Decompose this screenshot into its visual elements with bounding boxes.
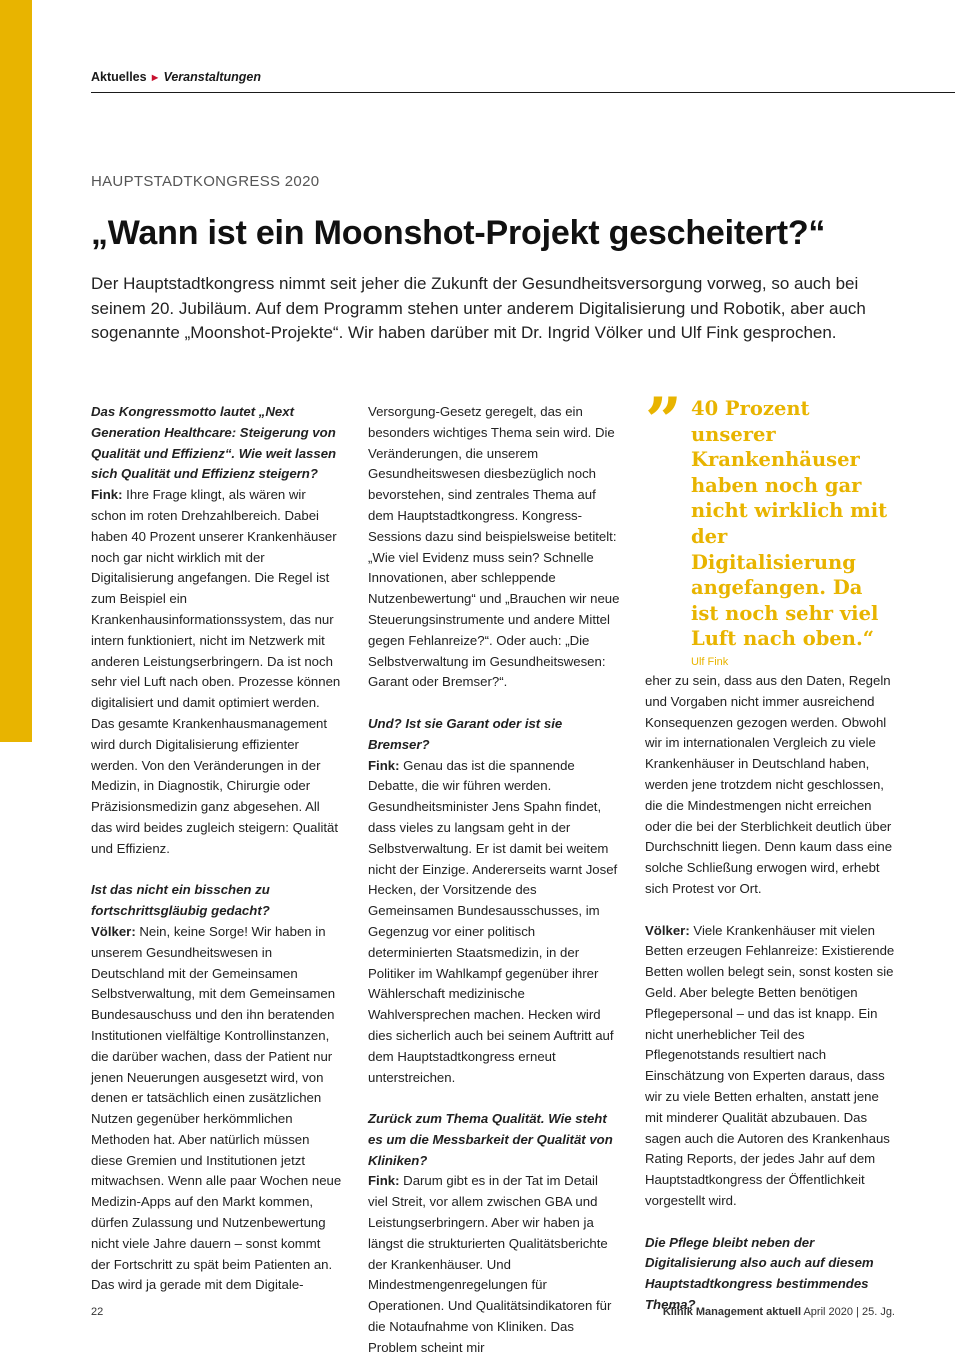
- paragraph-continued: eher zu sein, dass aus den Daten, Regeln und Vorgaben nicht immer ausreichend Konsequenzen gezogen werden. Obwohl wir im internationalen Vergleich zu viele Krankenhäuser in Deutschland haben, werden jene trotzdem nicht geschlossen, die die Mindestmengen nicht erreichen oder die bei der Sterblichkeit deutlich über Durchschnitt liegen. Denn kaum dass eine solche Schließung erwogen wird, erhebt sich Protest vor Ort.: [645, 673, 893, 896]
- speaker-label: Fink:: [368, 1173, 400, 1189]
- pull-quote: [645, 384, 895, 668]
- publication-name: Klinik Management aktuell: [662, 1306, 802, 1318]
- question-3: Und? Ist sie Garant oder ist sie Bremser?: [368, 715, 563, 752]
- answer-text: Ihre Frage klingt, als wären wir schon im roten Drehzahlbereich. Dabei haben 40 Prozent unserer Krankenhäuser noch gar nicht wirklich mit der Digitalisierung angefangen. Die Regel ist zum Beispiel ein Krankenhausinformationssystem, das nur intern funktioniert, nicht im Netzwerk mit anderen Leistungserbringern. Da ist noch sehr viel Luft nach oben. Prozesse können digitalisiert und damit optimiert werden. Das gesamte Krankenhausmanagement wird durch Digitalisierung effizienter werden. Von den Veränderungen in der Medizin, in Diagnostik, Chirurgie oder Präzisionsmedizin ganz abgesehen. All das wird beides zugleich steigern: Qualität und Effizienz.: [91, 487, 341, 856]
- quote-marks-icon: ”: [645, 384, 682, 459]
- speaker-label: Fink:: [368, 757, 400, 773]
- paragraph-continued: Versorgung-Gesetz geregelt, das ein besonders wichtiges Thema sein wird. Die Veränderungen, die unserem Gesundheitswesen diesbezüglich noch bevorstehen, sind zentrales Thema auf dem Hauptstadtkongress. Kongress-Sessions dazu sind beispielsweise betitelt: „Wie viel Evidenz muss sein? Schnelle Innovationen, aber schleppende Nutzenbewertung“ und „Brauchen wir neue Steuerungsinstrumente und andere Mittel gegen Fehlanreize?“. Oder auch: „Die Selbstverwaltung im Gesundheitswesen: Garant oder Bremser?“.: [368, 404, 620, 690]
- answer-1: [91, 485, 343, 859]
- article-headline: „Wann ist ein Moonshot-Projekt gescheitert?“: [91, 214, 826, 252]
- kicker: HAUPTSTADTKONGRESS 2020: [91, 173, 320, 190]
- breadcrumb-section: Aktuelles: [91, 70, 147, 84]
- breadcrumb-subsection: Veranstaltungen: [163, 70, 261, 84]
- answer-text: Genau das ist die spannende Debatte, die wir führen werden. Gesundheitsminister Jens Spahn findet, dass vieles zu langsam geht in der Selbstverwaltung. Er ist damit bei weitem nicht der Einzige. Andererseits warnt Josef Hecken, der Vorsitzende des Gemeinsamen Bundesausschusses, im Gegenzug vor einer politisch determinierten Staatsmedizin, in der Politiker im Wahlkampf gegenüber ihrer Wählerschaft medizinische Wahlversprechen machen. Hecken wird dies sicherlich auch bei seinem Auftritt auf dem Hauptstadtkongress erneut unterstreichen.: [368, 757, 618, 1085]
- page-number: 22: [91, 1306, 104, 1318]
- accent-sidebar-bar: [0, 0, 32, 742]
- question-1: Das Kongressmotto lautet „Next Generation Healthcare: Steigerung von Qualität und Effizienz“. Wie weit lassen sich Qualität und Effizienz steigern?: [91, 404, 337, 482]
- column-1: [91, 402, 343, 1296]
- question-6: Die Pflege bleibt neben der Digitalisierung also auch auf diesem Hauptstadtkongress bestimmendes Thema?: [645, 1234, 874, 1312]
- header-rule: [91, 92, 955, 93]
- pull-quote-text: 40 Prozent unserer Krankenhäuser haben noch gar nicht wirklich mit der Digitalisierung angefangen. Da ist noch sehr viel Luft nach oben.“: [691, 397, 888, 651]
- breadcrumb: [91, 70, 261, 84]
- question-2: Ist das nicht ein bisschen zu fortschrittsgläubig gedacht?: [91, 882, 270, 919]
- answer-3: [368, 756, 620, 1089]
- answer-5: [645, 921, 897, 1212]
- answer-text: Viele Krankenhäuser mit vielen Betten erzeugen Fehlanreize: Existierende Betten wollen belegt sein, sonst kosten sie Geld. Aber belegte Betten benötigen Pflegepersonal – und das ist knapp. Ein nicht unerheblicher Teil des Pflegenotstands resultiert nach Einschätzung von Experten daraus, dass wir zu viele Betten erhalten, anstatt jene mit minderer Qualität abzubauen. Das sagen auch die Autoren des Krankenhaus Rating Reports, der jedes Jahr auf dem Hauptstadtkongress der Öffentlichkeit vorgestellt wird.: [645, 922, 895, 1208]
- answer-text: Darum gibt es in der Tat im Detail viel Streit, vor allem zwischen GBA und Leistungserbringern. Aber wir haben ja längst die strukturierten Qualitätsberichte der Krankenhäuser. Und Mindestmengenregelungen für Operationen. Und Qualitätsindikatoren für die Notaufnahme von Kliniken. Das Problem scheint mir: [368, 1173, 612, 1355]
- speaker-label: Völker:: [645, 922, 690, 938]
- column-2: [368, 402, 620, 1359]
- breadcrumb-arrow-icon: ►: [149, 72, 161, 84]
- answer-4: [368, 1171, 620, 1358]
- article-lead: Der Hauptstadtkongress nimmt seit jeher die Zukunft der Gesundheitsversorgung vorweg, so auch bei seinem 20. Jubiläum. Auf dem Programm stehen unter anderem Digitalisierung und Robotik, aber auch sogenannte „Moonshot-Projekte“. Wir haben darüber mit Dr. Ingrid Völker und Ulf Fink gesprochen.: [91, 274, 866, 342]
- answer-text: Nein, keine Sorge! Wir haben in unserem Gesundheitswesen in Deutschland mit der Gemeinsamen Selbstverwaltung, mit dem Gemeinsamen Bundesauschuss und den ihn beratenden Institutionen vielfältige Kontrollinstanzen, die darüber wachen, dass der Patient nur jenen Neuerungen ausgesetzt wird, von denen er tatsächlich einen zusätzlichen Nutzen gegenüber herkömmlichen Methoden hat. Aber natürlich müssen diese Gremien und Institutionen jetzt mitwachsen. Wenn alle paar Wochen neue Medizin-Apps auf den Markt kommen, dürfen Zulassung und Nutzenbewertung nicht viele Jahre dauern – sonst kommt der Fortschritt zu spät beim Patienten an. Das wird ja gerade mit dem Digitale-: [91, 923, 342, 1293]
- speaker-label: Fink:: [91, 487, 123, 503]
- speaker-label: Völker:: [91, 923, 136, 939]
- column-3: [645, 671, 897, 1316]
- pull-quote-author: Ulf Fink: [691, 655, 729, 668]
- answer-2: [91, 922, 343, 1296]
- issue-info: April 2020 | 25. Jg.: [801, 1306, 895, 1318]
- question-4: Zurück zum Thema Qualität. Wie steht es um die Messbarkeit der Qualität von Kliniken?: [368, 1111, 613, 1168]
- publication-footer: [663, 1306, 895, 1318]
